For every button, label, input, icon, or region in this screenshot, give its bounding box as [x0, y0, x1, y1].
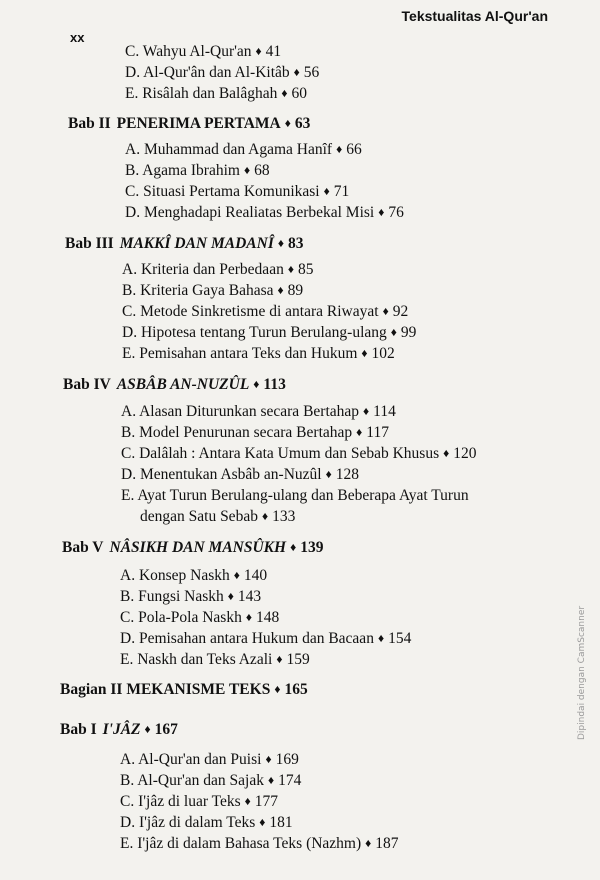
toc-entry: A. Kriteria dan Perbedaan ♦ 85 [122, 261, 314, 278]
toc-entry: D. Menghadapi Realiatas Berbekal Misi ♦ 76 [125, 204, 404, 221]
toc-entry: E. Pemisahan antara Teks dan Hukum ♦ 102 [122, 345, 395, 362]
toc-entry: C. Dalâlah : Antara Kata Umum dan Sebab Khusus ♦ 120 [121, 445, 477, 462]
toc-entry: E. I'jâz di dalam Bahasa Teks (Nazhm) ♦ 187 [120, 835, 399, 852]
scanner-watermark: Dipindai dengan CamScanner [577, 605, 587, 740]
toc-chapter: Bab II PENERIMA PERTAMA ♦ 63 [68, 115, 311, 132]
toc-entry: D. Hipotesa tentang Turun Berulang-ulang ♦ 99 [122, 324, 417, 341]
page-number: xx [70, 30, 85, 45]
toc-entry: E. Naskh dan Teks Azali ♦ 159 [120, 651, 310, 668]
toc-entry: B. Kriteria Gaya Bahasa ♦ 89 [122, 282, 304, 299]
toc-entry: A. Al-Qur'an dan Puisi ♦ 169 [120, 751, 299, 768]
toc-chapter: Bab III MAKKÎ DAN MADANÎ ♦ 83 [65, 235, 304, 252]
toc-entry: E. Risâlah dan Balâghah ♦ 60 [125, 85, 307, 102]
toc-entry: C. Wahyu Al-Qur'an ♦ 41 [125, 43, 282, 60]
toc-entry: A. Konsep Naskh ♦ 140 [120, 567, 268, 584]
toc-entry: B. Agama Ibrahim ♦ 68 [125, 162, 270, 179]
toc-entry: A. Muhammad dan Agama Hanîf ♦ 66 [125, 141, 362, 158]
toc-entry: B. Al-Qur'an dan Sajak ♦ 174 [120, 772, 302, 789]
running-title: Tekstualitas Al-Qur'an [401, 8, 548, 24]
toc-entry: C. I'jâz di luar Teks ♦ 177 [120, 793, 279, 810]
toc-entry: C. Metode Sinkretisme di antara Riwayat ♦ 92 [122, 303, 409, 320]
toc-entry: D. I'jâz di dalam Teks ♦ 181 [120, 814, 293, 831]
toc-entry-continuation: dengan Satu Sebab ♦ 133 [140, 508, 296, 525]
toc-part: Bagian II MEKANISME TEKS ♦ 165 [60, 681, 308, 698]
toc-entry: B. Fungsi Naskh ♦ 143 [120, 588, 262, 605]
toc-entry: E. Ayat Turun Berulang-ulang dan Beberapa Ayat Turun [121, 487, 469, 504]
toc-entry: D. Menentukan Asbâb an-Nuzûl ♦ 128 [121, 466, 359, 483]
toc-entry: C. Situasi Pertama Komunikasi ♦ 71 [125, 183, 350, 200]
toc-entry: B. Model Penurunan secara Bertahap ♦ 117 [121, 424, 389, 441]
toc-entry: C. Pola-Pola Naskh ♦ 148 [120, 609, 280, 626]
toc-entry: D. Pemisahan antara Hukum dan Bacaan ♦ 154 [120, 630, 412, 647]
toc-chapter: Bab IV ASBÂB AN-NUZÛL ♦ 113 [63, 376, 286, 393]
toc-chapter: Bab V NÂSIKH DAN MANSÛKH ♦ 139 [62, 539, 324, 556]
toc-entry: D. Al-Qur'ân dan Al-Kitâb ♦ 56 [125, 64, 320, 81]
toc-entry: A. Alasan Diturunkan secara Bertahap ♦ 114 [121, 403, 396, 420]
toc-chapter: Bab I I'JÂZ ♦ 167 [60, 721, 178, 738]
